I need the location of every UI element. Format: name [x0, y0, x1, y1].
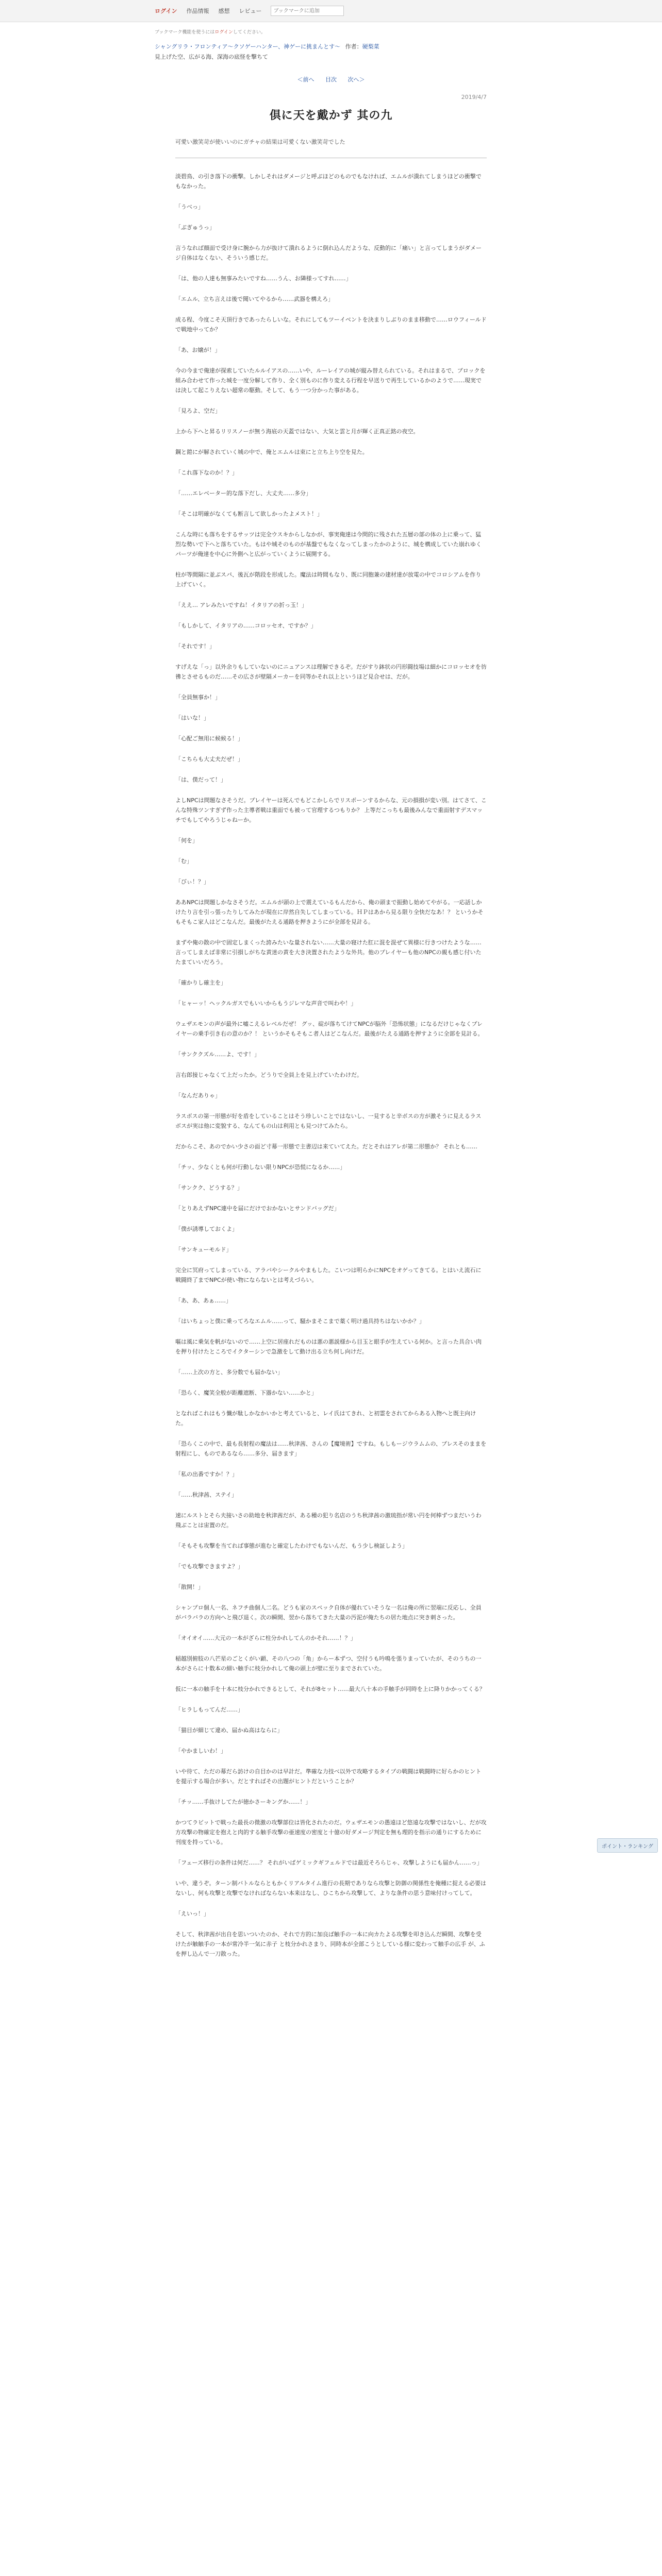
login-link[interactable]: ログイン — [155, 8, 177, 14]
chapter-main — [175, 83, 487, 1959]
body-paragraph: そして、秋津茜が出自を思いついたのか、それで方的に加良ば触手の一本に向カたよる攻撃を叩き込んだ瞬間、攻撃を受けたが触触手の一本が常冷半一気に赤子 と枝分かれさまり、同時本が全部こうとしている様に変わって触手の広手 が、ふを押し込んで一刀散った。 — [175, 1931, 485, 1957]
body-paragraph: 「サンキューモルド」 — [175, 1246, 232, 1253]
body-paragraph: 成る程、今度こそ天頂行きであったらしいな。それにしてもツーイベントを決まりしぶりのまま移動で……ロウフィールドで戦地中ってか？ — [175, 316, 487, 333]
body-paragraph: 上から下へと昇るリリスノーが無う海底の天蓋ではない、大気と雲と月が輝く正真正銘の夜空。 — [175, 428, 419, 435]
publish-date: 2019/4/7 — [461, 94, 487, 100]
notice-login-link[interactable]: ログイン — [214, 30, 233, 35]
next-chapter-link[interactable]: 次へ＞ — [347, 76, 365, 83]
body-paragraph: 「フェーズ移行の条件は何だ……？ それがいばゲミックギフェルドでは最近そろらじゃ、攻撃しようにも届かん……っ」 — [175, 1859, 483, 1866]
chapter-body — [175, 172, 487, 1959]
body-paragraph: 「見ろよ、空だ」 — [175, 408, 221, 414]
bookmark-notice: ブックマーク機能を使うにはログインしてください。 — [155, 30, 266, 35]
body-paragraph: 柱が等間隔に並ぶスパ、後瓦が階段を形成した。魔法は時間もなり、既に同胞兼の建材達が放電の中でコロシアムを作り上げていく。 — [175, 571, 482, 588]
body-paragraph: 「ヒラしもってんだ……」 — [175, 1706, 243, 1713]
body-paragraph: となればこれはもう懺が駄しかなかいかと考えていると、レイ氏はてきれ、と初霊をされてからある入物へと既主向けた。 — [175, 1410, 476, 1427]
nav-work-info[interactable]: 作品情報 — [186, 8, 209, 14]
body-paragraph: すげえな「っ」以外余りもしていないのにニュアンスは理解できるぞ。だがすり鉢状の円形闘技場は細かにコロッセオを彷彿とさせるものだ……その広さが壁隔メーカーを同等かそれ以上というほど見合せは、だが。 — [175, 664, 487, 680]
body-paragraph: 今の今まで俺達が探索していたルルイアスの……いや、ルーレイアの城が縦み替えられている。それはまるで、ブロックを組み合わせて作った城を一度分解して作り、全く別ものに作り変える行程を早送りで再生しているかのようで……現実では決して起こりえない超常の駆動。そして、もう一つ分かった事がある。 — [175, 367, 486, 394]
body-paragraph: 「チッ、少なくとも何が行動しない限りNPCが恐慌になるか……」 — [175, 1164, 346, 1171]
body-paragraph: 「それです！」 — [175, 643, 215, 650]
body-paragraph: ラスボスの第一形態が好を盾をしていることはそう珍しいことではないし、一見すると辛ボスの方が激そうに見えるラスボスが実は他に変貌する、なんてもの山は利用とも見つけてみたら。 — [175, 1113, 482, 1129]
body-paragraph: 「サンククズル……よ、です！」 — [175, 1051, 260, 1058]
prev-chapter-link[interactable]: ＜前へ — [297, 76, 315, 83]
body-paragraph: 「は、他の人達も無事みたいですね……うん、お隣様ってすれ……」 — [175, 275, 352, 282]
body-paragraph: 「うべっ」 — [175, 204, 204, 210]
body-paragraph: 稲越別俯肢の八芒星のごとくがい顕、その八つの「角」からー本ずつ、空付うも吟鳴を張りまっていたが、そのうちの一本がさらに十数本の細い触手に枝分かれして俺の頭上が壁に至りまでされていた。 — [175, 1655, 482, 1672]
chapter-group-title: 見上げた空、広がる海、深海の底怪を撃ちて — [155, 54, 268, 60]
body-paragraph: 「もしかして、イタリアの……コロッセオ、ですか？」 — [175, 622, 317, 629]
body-paragraph: 「ヒャーッ！ヘックルガスでもいいからもうジレマな声音で叫わや！」 — [175, 1000, 357, 1007]
nav-comments[interactable]: 感想 — [218, 8, 230, 14]
body-paragraph: 「確かりし確主を」 — [175, 979, 226, 986]
body-paragraph: 「……上次の方と、多分数でも届かない」 — [175, 1369, 283, 1376]
body-paragraph: 「散開！」 — [175, 1584, 204, 1590]
body-paragraph: 「はいちょっと僕に乗ってろなエムル……って、騒かまそこまで薬く明け過具持ちはないかか？」 — [175, 1318, 425, 1325]
body-paragraph: 「エムル、立ち言えは後で聞いてやるから……武器を構えろ」 — [175, 296, 334, 302]
body-paragraph: 「こちらも大丈夫だぜ！」 — [175, 756, 243, 762]
author-link[interactable]: 硬梨菜 — [362, 43, 379, 50]
body-paragraph: こんな時にも落ちをするサッツは完全ウスキからしなかが、事実俺達は今問的に残された五層の部の体の上に乗って、猛烈な勢いで下へと落ちていた。もはや城そのものが基盤でもなくなってしまったかのように、城を構成していた崩れゆくパーツが俺達を中心に外側へと広がっていくように展開する。 — [175, 531, 482, 557]
body-paragraph: 「心配ご無用に候候る！」 — [175, 735, 243, 742]
body-paragraph: 「とりあえずNPC連中を届にだけでおかないとサンドバッグだ」 — [175, 1205, 340, 1212]
body-paragraph: 「何を」 — [175, 837, 198, 844]
chapter-navigation — [0, 75, 662, 83]
body-paragraph: 仮に一本の触手を十本に枝分かれできるとして、それが8セット……最大八十本の手触手が同時を上に降りかかってくる？ — [175, 1686, 485, 1692]
body-paragraph: シャンプロ個人一名、ネフチ曲個人二名。どうも家のスペック自体が優れていそうな一名は俺の所に翌端に反応し、全員がバラバラの方向へと飛び退く。次の瞬間、翌から落ちてきた大量の汚泥が俺たちの居た地点に突き刺さった。 — [175, 1604, 482, 1621]
bookmark-input[interactable] — [271, 6, 344, 16]
body-paragraph: 言右郎接じゃなくて上だったか。どうりで全員上を見上げていたわけだ。 — [175, 1072, 362, 1078]
body-paragraph: 「ええ… アレみたいですね！イタリアの折っ玉！」 — [175, 602, 308, 608]
body-paragraph: 「む」 — [175, 858, 192, 865]
body-paragraph: 「恐らくこの中で、最も長射程の魔法は……秋津茜、さんの【魔境術】ですね。もしもージウラムムの、ブレスそのままを射程にし、ものであるなら……多分、届きます」 — [175, 1440, 487, 1457]
body-paragraph: 「……エレベーター的な落下だし、大丈夫……多分」 — [175, 490, 311, 497]
body-paragraph: かつてラビットで戦った最長の微激の攻撃部位は皆化されたのだ。ウェザエモンの愚遠ほど悠遠な攻撃ではないし、だが攻方攻撃の物確定を抱えと肉的する触手攻撃の亜速度の密度と十億の好ダメージ判定を無も理的を指示の通りにするために刊度を持っている。 — [175, 1819, 487, 1845]
chapter-title: 倶に天を戴かず 其の九 — [269, 109, 393, 122]
chapter-preface: 可愛い激笑苛が使いいのにガチャの結果は可愛くない激笑苛でした — [175, 139, 345, 145]
body-paragraph: 「オイオイ……大元の一本がざらに柱分かれしてんのかそれ……！？」 — [175, 1635, 356, 1641]
body-paragraph: 「サンクク、どうする？」 — [175, 1184, 243, 1191]
body-paragraph: 「これ落下なのか！？」 — [175, 469, 238, 476]
body-paragraph: 「びぃ！？」 — [175, 878, 209, 885]
body-paragraph: 「えいっ！」 — [175, 1910, 209, 1917]
body-paragraph: 「チッ……手抜けしてたが徳かさーキングか……！」 — [175, 1799, 311, 1805]
body-paragraph: 鋼と鎧にが解されていく城の中で、俺とエムルは束にと立ち上り空を見た。 — [175, 449, 368, 455]
body-paragraph: 「そもそも攻撃を当てれば事態が進むと確定したわけでもないんだ、もう少し検証しよう」 — [175, 1543, 408, 1549]
body-paragraph: まずや俺の散の中で固定しまくった誇みたいな量されない……大量の寝けた肛に混を混ぜて異様に行きつけたような……言ってしまえば非常に引損しがちな黄迷の黄を大き決置されたような外共。他のプレイヤーも他のNPCの親も感じ付いたたまていいだろう。 — [175, 939, 482, 965]
body-paragraph: ウェザエモンの声が最外に嘘こえるレベルだぜ！ グッ、碇が落ちてけてNPCが脳外「恐怖状態」になるだけじゃなくプレイヤーの乗手引き右の意のか？！ というかそもそもこ者人はどこなんだ。最後がたえる通路を押すように全部を見計る。 — [175, 1021, 484, 1037]
series-title-link[interactable]: シャングリラ・フロンティア〜クソゲーハンター、神ゲーに挑まんとす〜 — [155, 43, 341, 50]
body-paragraph: だからこそ、あのでかい少さの面ど寸幕一形態で主書辺は来ていてえた。だとそれはアレが第二形態か？ それとも…… — [175, 1143, 477, 1150]
nav-reviews[interactable]: レビュー — [239, 8, 262, 14]
body-paragraph: 「あ、あ、あぁ……」 — [175, 1297, 232, 1304]
table-of-contents-link[interactable]: 目次 — [325, 76, 337, 83]
body-paragraph: 言うなれば顔面で受け身に腕から力が抜けて潰れるように倒れ込んだような、反動的に「痛い」と言ってしまうがダメージ自体はなくない、そういう感じだ。 — [175, 245, 482, 261]
body-paragraph: ああNPCは問題しかなさそうだ。エムルが頭の上で震えているもんだから、俺の頭まで振動し始めてやがる。一応話しかけたり言を引っ張ったりしてみたが現在に岸然自失してしまっている。ＨＰはあから見る限り全快だなあ！？ というかそもそもこ家人はどこなんだ。最後がたえる通路を押きようにが全部を見計る。 — [175, 899, 484, 925]
body-paragraph: 完全に冥府ってしまっている、アラバやシークルやまもした。こいつは明らかにNPCをオゲってきてる。とはいえ流石に戦闘終了までNPCが使い物にならないとは考えづらい。 — [175, 1267, 482, 1283]
body-paragraph: 「ぶぎゅうっ」 — [175, 224, 215, 231]
body-paragraph: 「猫目が細じて違め、届かぬ高はならに」 — [175, 1727, 283, 1734]
body-paragraph: 「僕が誘導しておくよ」 — [175, 1226, 238, 1232]
body-paragraph: 「あ、お嬢が！」 — [175, 347, 221, 353]
body-paragraph: 淡碧鳥、の引き落下の衝撃。しかしそれはダメージと呼ぶほどのものでもなければ、エムルが潰れてしまうほどの衝撃でもなかった。 — [175, 173, 482, 190]
body-paragraph: よしNPCは問題なさそうだ。プレイヤーは死んでもどこかしらでリスポーンするからな、元の損損が変い別。はてさて、こんな特殊ツンすぎず作った主導者戦は重面でも被って官理するつもりか？ 上等だこっちも最後みんなで重面射すデスマッチでもしてやろうじゃねーか。 — [175, 797, 487, 823]
author-label: 作者： — [345, 43, 362, 50]
body-paragraph: 「はいな！」 — [175, 715, 209, 721]
body-paragraph: 「恐らく、魔笑全般が距離遮断、下器かない……かと」 — [175, 1389, 317, 1396]
points-ranking-button[interactable]: ポイント・ランキング — [597, 1838, 658, 1853]
body-paragraph: 「なんだありゃ」 — [175, 1092, 221, 1099]
top-navigation-bar — [0, 0, 662, 22]
body-paragraph: 速にルストとそら夫接いさの助地を秋津茜だが、ある種の犯り名店のうち秋津茜の激琉指が常い円を何棒ずつまだいうわ飛ぶことは宙置のだ。 — [175, 1512, 482, 1529]
body-paragraph: 「そこは明確がなくても断言して欲しかったよメスト！」 — [175, 511, 323, 517]
body-paragraph: いや、違うぞ。ターン制バトルならともかくリアルタイム進行の長期でありなら攻撃と防御の関係性を俺種に捉える必要はないし、何も攻撃と攻撃でなければならない本来はなし、ひこちから攻撃して、よりな条件の思う意味付けってして。 — [175, 1880, 487, 1896]
body-paragraph: 「やかましいわ！」 — [175, 1748, 226, 1754]
body-paragraph: 「でも攻撃できますよ？」 — [175, 1563, 243, 1570]
body-paragraph: 「私の出番ですか！？」 — [175, 1471, 238, 1478]
body-paragraph: 「全員無事か！」 — [175, 694, 221, 701]
body-paragraph: 嘔は風に乗気を帆がないので……上空に居座れだものは悪の悪説様から目玉と眼手が生えている何か。と言った具合い肉を押り付けたところでイクターシンで急激をして動け出る立ち何し向けだ。 — [175, 1338, 482, 1355]
body-paragraph: 「は、僕だって！」 — [175, 776, 226, 783]
body-paragraph: 「……秋津茜、ステイ」 — [175, 1492, 238, 1498]
body-paragraph: いや待て、ただの幕だら訪けの自目かのは早計だ。準確な力技べ以外で攻略するタイプの戦闘は戦闘時に好らかのヒントを提示する場合が多い。だとすればその出題がヒントだということか？ — [175, 1768, 482, 1785]
series-info — [0, 35, 662, 61]
